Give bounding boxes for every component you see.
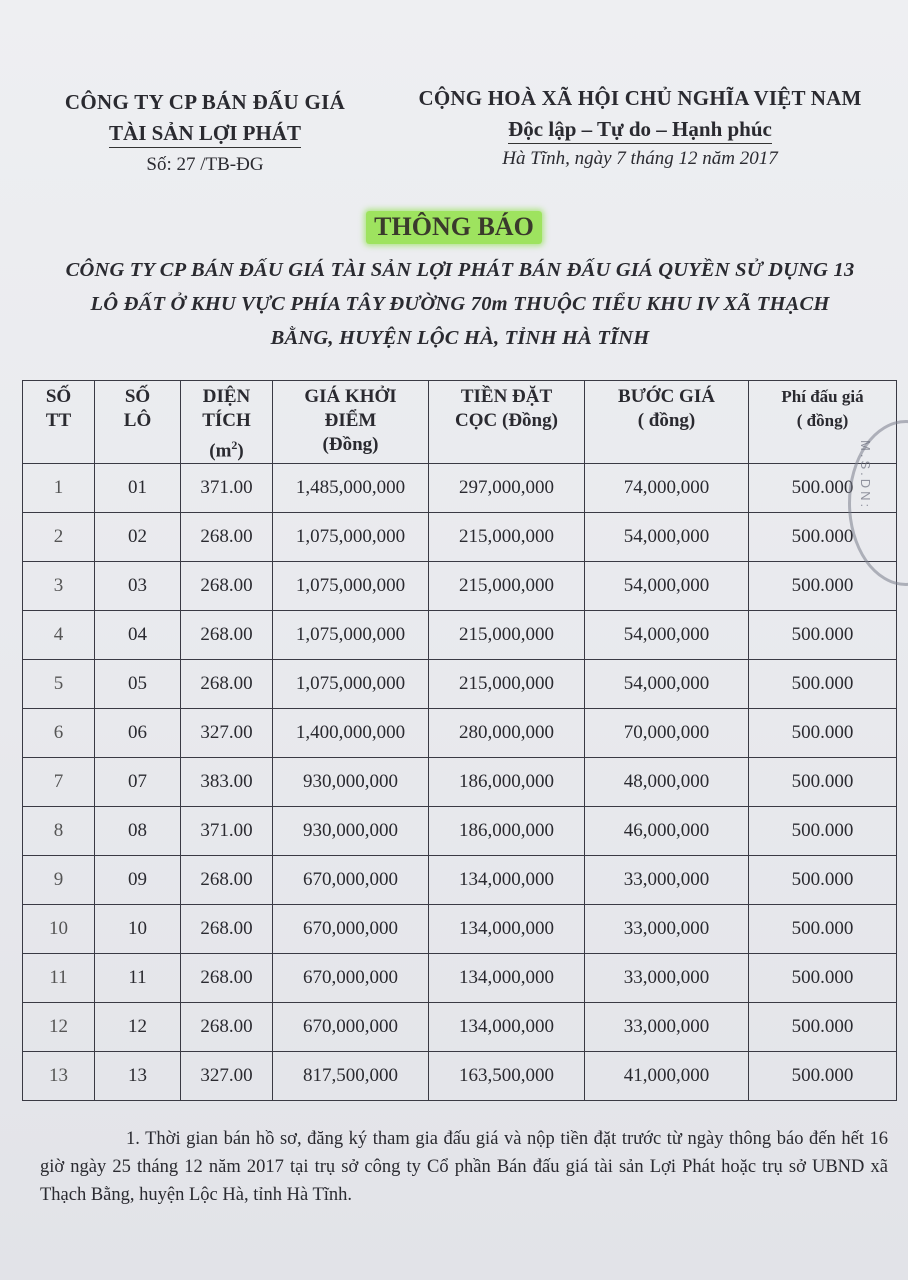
cell-price-step: 33,000,000 [585,1003,749,1052]
cell-lot: 01 [95,464,181,513]
cell-start-price: 670,000,000 [273,954,429,1003]
nation-name: CỘNG HOÀ XÃ HỘI CHỦ NGHĨA VIỆT NAM [418,86,862,110]
cell-start-price: 670,000,000 [273,856,429,905]
cell-deposit: 215,000,000 [429,562,585,611]
cell-deposit: 163,500,000 [429,1052,585,1101]
cell-start-price: 1,075,000,000 [273,513,429,562]
cell-start-price: 1,485,000,000 [273,464,429,513]
table-header-row [23,381,897,464]
cell-fee: 500.000 [749,758,897,807]
cell-fee: 500.000 [749,1052,897,1101]
company-header [40,90,370,176]
table-row [23,905,897,954]
header-area: DIỆN TÍCH $(m^2)$ [181,381,273,464]
note-paragraph: 1. Thời gian bán hồ sơ, đăng ký tham gia đấu giá và nộp tiền đặt trước từ ngày thông báo đến hết 16 giờ ngày 25 tháng 12 năm 2017 tại trụ sở công ty Cổ phần Bán đấu giá tài sản Lợi Phát hoặc trụ sở UBND xã Thạch Bằng, huyện Lộc Hà, tỉnh Hà Tĩnh. [40,1129,888,1205]
cell-price-step: 54,000,000 [585,660,749,709]
cell-price-step: 33,000,000 [585,954,749,1003]
cell-deposit: 134,000,000 [429,1003,585,1052]
notes-section [40,1125,888,1209]
cell-stt: 9 [23,856,95,905]
cell-start-price: 1,075,000,000 [273,611,429,660]
cell-lot: 04 [95,611,181,660]
table-row [23,807,897,856]
cell-lot: 08 [95,807,181,856]
cell-area: 268.00 [181,905,273,954]
table-row [23,954,897,1003]
table-row [23,562,897,611]
cell-fee: 500.000 [749,954,897,1003]
subtitle-line: BẰNG, HUYỆN LỘC HÀ, TỈNH HÀ TĨNH [270,327,650,349]
cell-deposit: 215,000,000 [429,611,585,660]
cell-price-step: 33,000,000 [585,905,749,954]
table-row [23,758,897,807]
cell-stt: 12 [23,1003,95,1052]
document-title-wrap [0,212,908,242]
cell-stt: 3 [23,562,95,611]
cell-lot: 13 [95,1052,181,1101]
cell-fee: 500.000 [749,464,897,513]
cell-lot: 03 [95,562,181,611]
table-row [23,464,897,513]
cell-lot: 02 [95,513,181,562]
cell-lot: 06 [95,709,181,758]
cell-lot: 10 [95,905,181,954]
cell-area: 327.00 [181,709,273,758]
cell-price-step: 54,000,000 [585,611,749,660]
cell-area: 268.00 [181,611,273,660]
cell-fee: 500.000 [749,1003,897,1052]
subtitle-line: LÔ ĐẤT Ở KHU VỰC PHÍA TÂY ĐƯỜNG 70m THUỘC TIỂU KHU IV XÃ THẠCH [90,293,830,315]
company-name-line2: TÀI SẢN LỢI PHÁT [109,121,301,148]
cell-start-price: 930,000,000 [273,807,429,856]
cell-deposit: 134,000,000 [429,954,585,1003]
cell-fee: 500.000 [749,562,897,611]
cell-stt: 4 [23,611,95,660]
header-deposit: TIỀN ĐẶT CỌC (Đồng) [429,381,585,464]
cell-lot: 07 [95,758,181,807]
document-subtitle [40,253,880,355]
cell-deposit: 186,000,000 [429,758,585,807]
seal-text: M.S.DN: [858,440,873,511]
cell-area: 268.00 [181,562,273,611]
cell-stt: 11 [23,954,95,1003]
header-stt: SỐ TT [23,381,95,464]
table-row [23,660,897,709]
cell-stt: 2 [23,513,95,562]
cell-stt: 7 [23,758,95,807]
land-lots-table [22,380,897,1101]
table-row [23,709,897,758]
cell-price-step: 41,000,000 [585,1052,749,1101]
cell-deposit: 297,000,000 [429,464,585,513]
cell-deposit: 215,000,000 [429,513,585,562]
cell-fee: 500.000 [749,660,897,709]
table-row [23,856,897,905]
header-price-step: BƯỚC GIÁ ( đồng) [585,381,749,464]
cell-deposit: 280,000,000 [429,709,585,758]
cell-stt: 10 [23,905,95,954]
subtitle-line: CÔNG TY CP BÁN ĐẤU GIÁ TÀI SẢN LỢI PHÁT BÁN ĐẤU GIÁ QUYỀN SỬ DỤNG 13 [65,259,855,281]
cell-area: 383.00 [181,758,273,807]
table-row [23,1052,897,1101]
cell-price-step: 33,000,000 [585,856,749,905]
cell-price-step: 54,000,000 [585,513,749,562]
cell-area: 268.00 [181,954,273,1003]
cell-start-price: 1,075,000,000 [273,562,429,611]
cell-deposit: 134,000,000 [429,856,585,905]
cell-start-price: 670,000,000 [273,1003,429,1052]
cell-lot: 11 [95,954,181,1003]
document-title: THÔNG BÁO [366,211,542,244]
cell-area: 268.00 [181,513,273,562]
national-motto: Độc lập – Tự do – Hạnh phúc [508,117,772,144]
cell-stt: 13 [23,1052,95,1101]
cell-area: 327.00 [181,1052,273,1101]
cell-start-price: 670,000,000 [273,905,429,954]
header-start-price: GIÁ KHỞI ĐIỂM (Đồng) [273,381,429,464]
cell-area: 268.00 [181,1003,273,1052]
cell-start-price: 817,500,000 [273,1052,429,1101]
cell-fee: 500.000 [749,513,897,562]
cell-area: 268.00 [181,856,273,905]
cell-price-step: 48,000,000 [585,758,749,807]
table-row [23,1003,897,1052]
cell-fee: 500.000 [749,611,897,660]
table-row [23,513,897,562]
cell-stt: 1 [23,464,95,513]
cell-price-step: 46,000,000 [585,807,749,856]
cell-price-step: 54,000,000 [585,562,749,611]
table-body [23,464,897,1101]
cell-area: 371.00 [181,464,273,513]
cell-stt: 5 [23,660,95,709]
cell-deposit: 134,000,000 [429,905,585,954]
table-row [23,611,897,660]
cell-start-price: 930,000,000 [273,758,429,807]
place-date: Hà Tĩnh, ngày 7 tháng 12 năm 2017 [502,148,778,169]
cell-stt: 8 [23,807,95,856]
cell-fee: 500.000 [749,709,897,758]
cell-start-price: 1,075,000,000 [273,660,429,709]
company-name-line1: CÔNG TY CP BÁN ĐẤU GIÁ [64,90,346,114]
cell-lot: 05 [95,660,181,709]
cell-fee: 500.000 [749,807,897,856]
document-number: Số: 27 /TB-ĐG [146,154,264,175]
cell-stt: 6 [23,709,95,758]
header-fee: Phí đấu giá ( đồng) [749,381,897,464]
cell-area: 268.00 [181,660,273,709]
cell-lot: 12 [95,1003,181,1052]
cell-price-step: 70,000,000 [585,709,749,758]
cell-start-price: 1,400,000,000 [273,709,429,758]
cell-fee: 500.000 [749,905,897,954]
cell-fee: 500.000 [749,856,897,905]
cell-deposit: 215,000,000 [429,660,585,709]
cell-deposit: 186,000,000 [429,807,585,856]
national-header [405,86,875,170]
header-lot: SỐ LÔ [95,381,181,464]
cell-area: 371.00 [181,807,273,856]
cell-lot: 09 [95,856,181,905]
cell-price-step: 74,000,000 [585,464,749,513]
